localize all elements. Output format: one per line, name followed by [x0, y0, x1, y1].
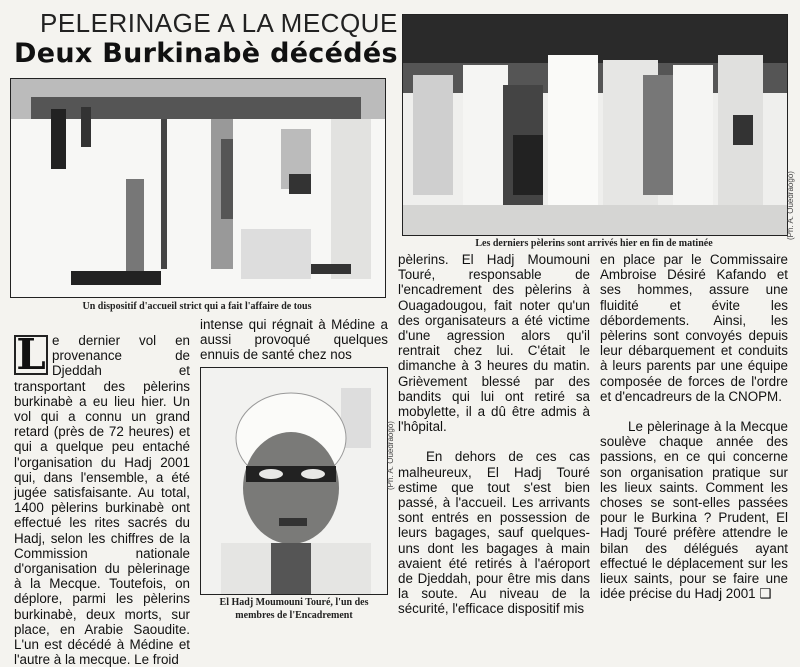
photo-arrivals-caption: Les derniers pèlerins sont arrivés hier en fin de matinée [475, 238, 713, 249]
photo-portrait [200, 367, 388, 595]
photo-portrait-caption-line-1: El Hadj Moumouni Touré, l'un des [219, 597, 369, 608]
photo-arrivals-image [403, 15, 787, 235]
photo-portrait-image [201, 368, 387, 594]
photo-arrivals-credit: (Ph. A. Ouédraogo) [786, 171, 795, 240]
dropcap-letter: L [14, 335, 48, 375]
photo-portrait-caption-line-2: membres de l'Encadrement [235, 610, 353, 621]
article-column-4 [600, 252, 788, 632]
column-3-paragraph-1: pèlerins. El Hadj Moumouni Touré, responsable de l'encadrement des pèlerins à Ouagadougou, fait noter qu'un des organisateurs a été victime d'une agression alors qu'il rentrait chez lui. C'était le dimanche à 3 heures du matin. Grièvement blessé par des bandits qui lui ont retiré sa mobylette, il a dû être admis à l'hôpital. [398, 252, 590, 435]
headline: Deux Burkinabè décédés [14, 38, 398, 69]
article-column-1 [14, 330, 190, 667]
article-column-3 [398, 252, 590, 632]
column-3-paragraph-2: En dehors de ces cas malheureux, El Hadj Touré estime que tout s'est bien passé, à l'accueil. Les arrivants sont entrés en possession de leurs bagages, sauf quelques-uns dont les bagages à main avaient été retirés à l'aéroport de Djeddah, pour être mis dans la soute. Au niveau de la sécurité, l'efficace dispositif mis [398, 449, 590, 617]
photo-reception-image [11, 79, 385, 297]
kicker-title: PELERINAGE A LA MECQUE [40, 8, 398, 38]
photo-reception-caption: Un dispositif d'accueil strict qui a fait l'affaire de tous [82, 301, 312, 312]
article-column-2: intense qui régnait à Médine a aussi provoqué quelques ennuis de santé chez nos [200, 317, 388, 363]
photo-portrait-credit: (Ph. A. Ouédraogo) [386, 421, 395, 490]
column-4-paragraph-2-text: Le pèlerinage à la Mecque soulève chaque année des passions, en ce qui concerne son organisation pratique sur les lieux saints. Comment les choses se sont-elles passées pour le Burkina ? Prudent, El Hadj Touré préfère attendre le bilan des délégués ayant effectué le déplacement sur les lieux saints, pour se faire une idée précise du Hadj 2001 [600, 419, 788, 602]
column-4-paragraph-1: en place par le Commissaire Ambroise Désiré Kafando et ses hommes, assure une fluidité et évite les débordements. Ainsi, les pèlerins sont convoyés depuis leur débarquement et conduits à leurs parents par une équipe composée de forces de l'ordre et d'encadreurs de la CNOPM. [600, 252, 788, 404]
column-4-paragraph-2 [600, 419, 788, 601]
column-1-text: e dernier vol en provenance de Djeddah et transportant des pèlerins burkinabè a eu lieu hier. Un vol qui a connu un grand retard (près de 72 heures) et qui a quelque peu entaché l'organisation du Hadj 2001 qui, dans l'ensemble, a été jugée satisfaisante. Au total, 1400 pèlerins burkinabè ont effectué les rites sacrés du Hadj, selon les chiffres de la Commission nationale d'organisation du pèlerinage à la Mecque. Toutefois, on déplore, parmi les pèlerins burkinabè, deux morts, sur place, en Arabie Saoudite. L'un est décédé à Médine et l'autre à la mecque. Le froid [14, 333, 190, 667]
end-mark-icon: ❑ [759, 586, 772, 602]
photo-reception [10, 78, 386, 298]
photo-arrivals [402, 14, 788, 236]
